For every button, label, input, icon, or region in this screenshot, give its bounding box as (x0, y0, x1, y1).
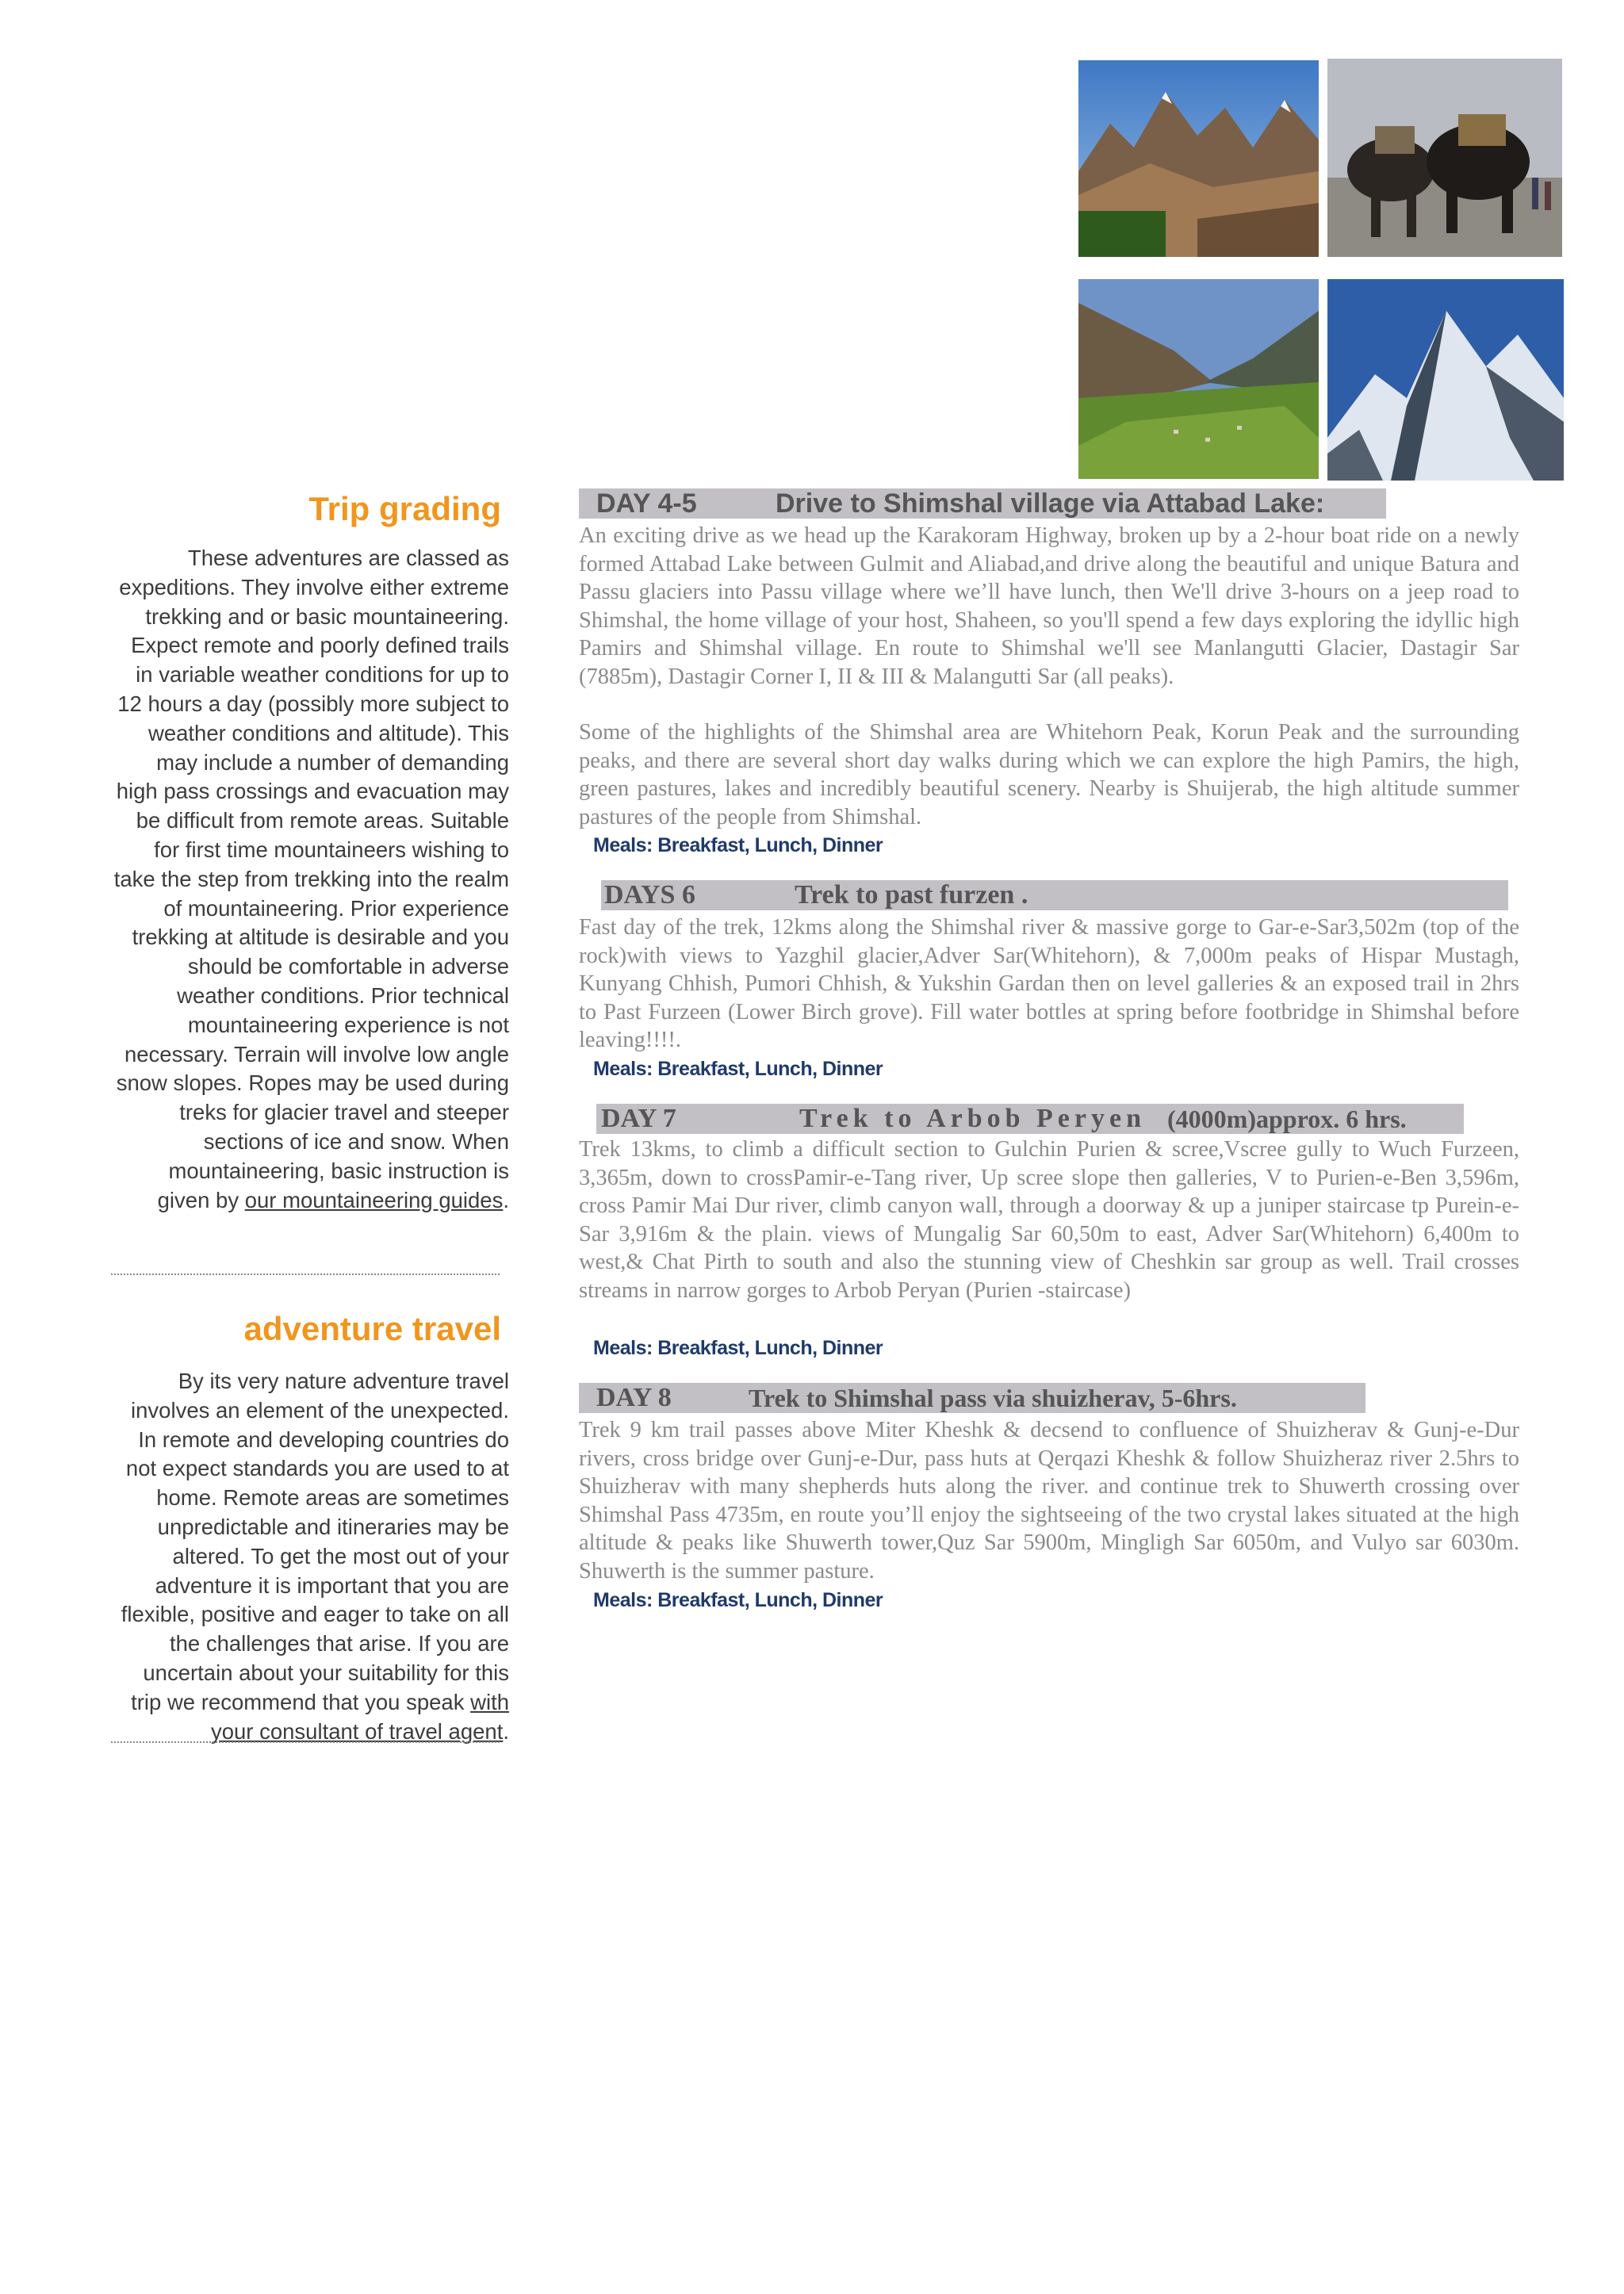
trip-grading-section (111, 488, 509, 1215)
day-title: Drive to Shimshal village via Attabad Lake: (776, 488, 1325, 519)
day-label: DAYS 6 (604, 880, 695, 910)
day-7-description: Trek 13kms, to climb a difficult section to Gulchin Purien & scree,Vscree gully to Wuch Furzeen, 3,365m, down to crossPamir-e-Tang river, Up scree slope then galleries, V to Purien-e-Ben 3,596m, cross Pamir Mai Dur river, climb canyon wall, through a doorway & up a juniper staircase tp Purein-e-Sar 3,916m & the plain. views of Mungalig Sar 60,50m to east, Adver Sar(Whitehorn) 6,400m to west,& Chat Pirth to south and also the stunning view of Cheshkin sar group as well. Trail crosses streams in narrow gorges to Arbob Peryan (Purien -staircase) (579, 1137, 1519, 1303)
day-title: Trek to Shimshal pass via shuizherav, 5-6hrs. (749, 1384, 1237, 1412)
day-6-header (601, 880, 1508, 910)
adventure-travel-title: adventure travel (243, 1310, 501, 1347)
travel-agent-link[interactable]: with your consultant of travel agent (210, 1689, 509, 1744)
day-label: DAY 7 (601, 1104, 676, 1133)
day-8-description: Trek 9 km trail passes above Miter Kheshk & decsend to confluence of Shuizherav & Gunj-e-Dur rivers, cross bridge over Gunj-e-Dur, pass huts at Qerqazi Kheshk & follow Shuizheraz river 2.5hrs to Shuizherav with many shepherds huts along the river. and continue trek to Shuwerth crossing over Shimshal Pass 4735m, en route you’ll enjoy the sightseeing of the two crystal lakes situated at the high altitude & peaks like Shuwerth tower,Quz Sar 5900m, Mingligh Sar 6050m, and Vulyo sar 6030m. Shuwerth is the summer pasture. (579, 1418, 1519, 1584)
mountaineering-guides-link[interactable]: our mountaineering guides (244, 1187, 504, 1212)
adventure-travel-section (111, 1308, 509, 1746)
day-7-meals: Meals: Breakfast, Lunch, Dinner (593, 1337, 883, 1359)
photo-yaks-trekkers (1327, 59, 1562, 257)
day-label: DAY 8 (596, 1383, 672, 1412)
divider-line (111, 1273, 500, 1275)
trip-grading-title: Trip grading (308, 490, 501, 527)
day-4-5-header (579, 488, 1386, 519)
day-6-description: Fast day of the trek, 12kms along the Shimshal river & massive gorge to Gar-e-Sar3,502m (top of the rock)with views to Yazghil glacier,Adver Sar(Whitehorn), & 7,000m peaks of Hispar Mustagh, Kunyang Chhish, Pumori Chhish, & Yukshin Gardan then on level galleries & an exposed trail in 2hrs to Past Furzeen (Lower Birch grove). Fill water bottles at spring before footbridge in Shimshal before leaving!!!!. (579, 915, 1519, 1053)
day-7-header (596, 1104, 1464, 1134)
photo-snow-peaks (1327, 279, 1564, 481)
day-label: DAY 4-5 (596, 488, 697, 519)
divider-line (111, 1741, 500, 1743)
adventure-travel-text: By its very nature adventure travel involves an element of the unexpected. In remote and developing countries do not expect standards you are used to at home. Remote areas are sometimes unpredictable and itineraries may be altered. To get the most out of your adventure it is important that you are flexible, positive and eager to take on all the challenges that arise. If you are uncertain about your suitability for this trip we recommend that you speak with your consultant of travel agent. (121, 1369, 509, 1744)
day-4-5-description: An exciting drive as we head up the Karakoram Highway, broken up by a 2-hour boat ride on a newly formed Attabad Lake between Gulmit and Aliabad,and drive along the beautiful and unique Batura and Passu glaciers into Passu village where we’ll have lunch, then We'll drive 3-hours on a jeep road to Shimshal, the home village of your host, Shaheen, so you'll spend a few days exploring the idyllic high Pamirs and Shimshal village. En route to Shimshal we'll see Manlangutti Glacier, Dastagir Sar (7885m), Dastagir Corner I, II & III & Malangutti Sar (all peaks). (579, 523, 1519, 689)
trip-grading-text: These adventures are classed as expeditions. They involve either extreme trekking and or basic mountaineering. Expect remote and poorly defined trails in variable weather conditions for up to 12 hours a day (possibly more subject to weather conditions and altitude). This may include a number of demanding high pass crossings and evacuation may be difficult from remote areas. Suitable for first time mountaineers wishing to take the step from trekking into the realm of mountaineering. Prior experience trekking at altitude is desirable and you should be comfortable in adverse weather conditions. Prior technical mountaineering experience is not necessary. Terrain will involve low angle snow slopes. Ropes may be used during treks for glacier travel and steeper sections of ice and snow. When mountaineering, basic instruction is given by our mountaineering guides. (113, 546, 509, 1212)
day-title-suffix: (4000m)approx. 6 hrs. (1167, 1105, 1407, 1133)
day-8-header (579, 1383, 1365, 1413)
day-8-meals: Meals: Breakfast, Lunch, Dinner (593, 1589, 883, 1611)
day-4-5-highlights: Some of the highlights of the Shimshal area are Whitehorn Peak, Korun Peak and the surrounding peaks, and there are several short day walks during which we can explore the high Pamirs, the high, green pastures, lakes and incredibly beautiful scenery. Nearby is Shuijerab, the high altitude summer pastures of the people from Shimshal. (579, 720, 1519, 829)
photo-karakoram-peaks (1078, 60, 1319, 257)
day-4-5-meals: Meals: Breakfast, Lunch, Dinner (593, 834, 883, 856)
day-title: Trek to Arbob Peryen (799, 1104, 1146, 1133)
day-6-meals: Meals: Breakfast, Lunch, Dinner (593, 1058, 883, 1080)
photo-green-valley (1078, 279, 1319, 479)
day-title: Trek to past furzen . (795, 880, 1028, 910)
